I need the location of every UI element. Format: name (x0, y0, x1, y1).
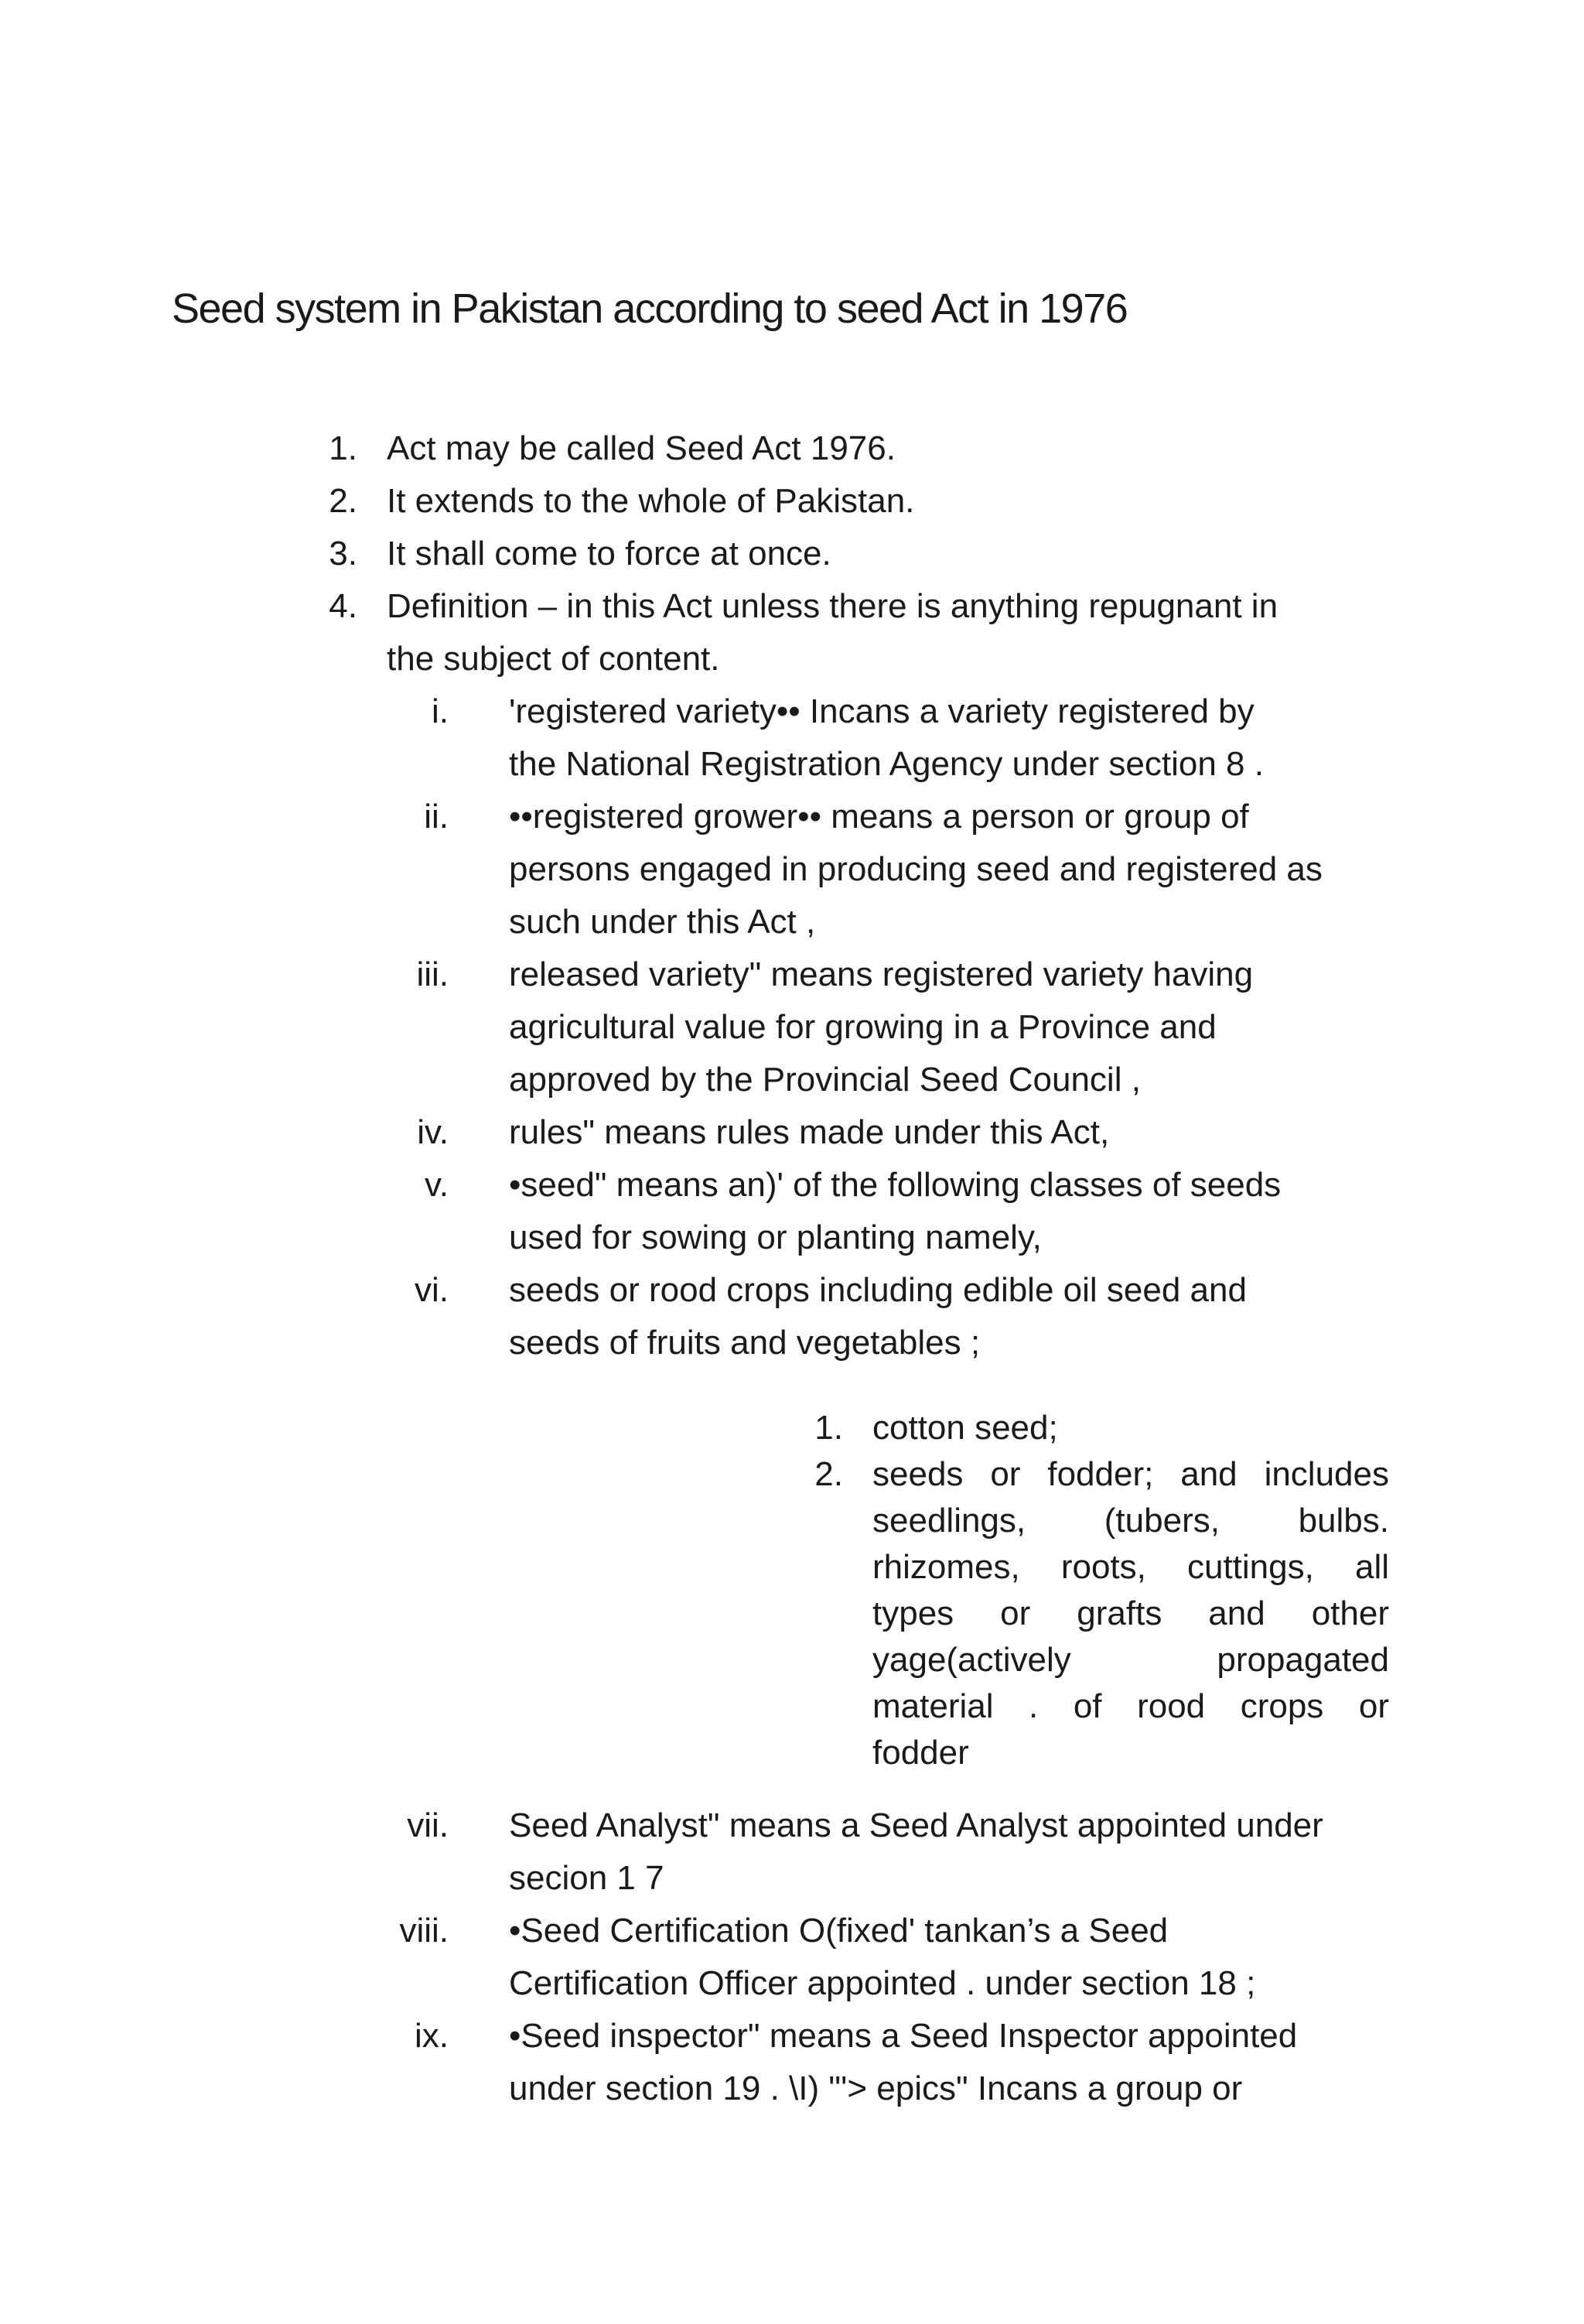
subitem-text: rhizomes, roots, cuttings, all (872, 1548, 1389, 1586)
definition-text: released variety" means registered variety having (509, 955, 1254, 993)
definition-text: 'registered variety•• Incans a variety registered by (509, 692, 1255, 730)
list-item-text: Definition – in this Act unless there is anything repugnant in (387, 587, 1278, 625)
definition-text: such under this Act , (509, 903, 816, 941)
subitem-text: cotton seed; (872, 1409, 1058, 1447)
definition-text: secion 1 7 (509, 1859, 664, 1897)
definition-text: •seed" means an)' of the following classes of seeds (509, 1166, 1282, 1204)
subitem-number: 2. (814, 1455, 843, 1493)
list-item-text: the subject of content. (387, 640, 720, 678)
list-item-number: 3. (329, 535, 357, 572)
subitem-text: fodder (872, 1734, 969, 1772)
definition-text: seeds or rood crops including edible oil seed and (509, 1271, 1247, 1309)
definition-text: used for sowing or planting namely, (509, 1218, 1042, 1256)
definition-text: agricultural value for growing in a Province and (509, 1008, 1217, 1046)
definition-number: iv. (417, 1113, 449, 1151)
list-item-text: It shall come to force at once. (387, 535, 831, 572)
subitem-number: 1. (814, 1409, 843, 1447)
definition-text: Certification Officer appointed . under section 18 ; (509, 1964, 1256, 2002)
list-item-number: 1. (329, 429, 357, 467)
definition-text: the National Registration Agency under section 8 . (509, 745, 1264, 783)
definition-text: under section 19 . \I) "'> epics" Incans a group or (509, 2069, 1243, 2107)
list-item-text: Act may be called Seed Act 1976. (387, 429, 896, 467)
definition-number: ix. (415, 2017, 449, 2055)
definition-text: rules" means rules made under this Act, (509, 1113, 1110, 1151)
definition-number: ii. (424, 798, 449, 836)
definition-number: vi. (415, 1271, 449, 1309)
definition-number: viii. (399, 1912, 449, 1950)
definition-number: iii. (416, 955, 449, 993)
definition-number: v. (425, 1166, 449, 1204)
subitem-text: yage(actively propagated (872, 1641, 1389, 1679)
list-item-number: 4. (329, 587, 357, 625)
definition-text: approved by the Provincial Seed Council , (509, 1061, 1141, 1099)
subitem-text: seedlings, (tubers, bulbs. (872, 1502, 1389, 1540)
definition-text: seeds of fruits and vegetables ; (509, 1324, 981, 1362)
subitem-text: material . of rood crops or (872, 1687, 1389, 1725)
definition-number: vii. (407, 1806, 449, 1844)
list-item-text: It extends to the whole of Pakistan. (387, 482, 915, 520)
page-title: Seed system in Pakistan according to seed Act in 1976 (172, 285, 1128, 332)
definition-number: i. (432, 692, 449, 730)
definition-text: •Seed Certification O(fixed' tankan’s a Seed (509, 1912, 1169, 1950)
subitem-text: seeds or fodder; and includes (872, 1455, 1389, 1493)
subitem-text: types or grafts and other (872, 1594, 1389, 1632)
list-item-number: 2. (329, 482, 357, 520)
definition-text: persons engaged in producing seed and registered as (509, 850, 1323, 888)
definition-text: ••registered grower•• means a person or group of (509, 798, 1249, 836)
definition-text: •Seed inspector" means a Seed Inspector appointed (509, 2017, 1298, 2055)
definition-text: Seed Analyst" means a Seed Analyst appointed under (509, 1806, 1323, 1844)
